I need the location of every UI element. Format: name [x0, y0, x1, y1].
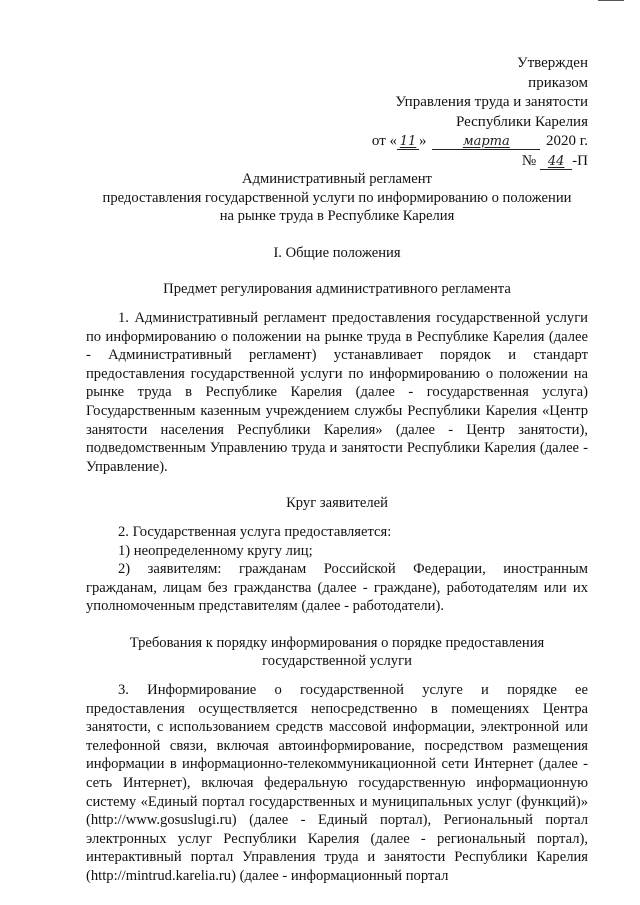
date-mid: »: [419, 133, 427, 149]
approval-line-approved: Утвержден: [516, 55, 588, 71]
approval-stamp-block: [288, 54, 588, 171]
number-blank: [540, 154, 572, 170]
scan-corner-mark: [598, 0, 624, 1]
number-prefix: №: [521, 152, 537, 169]
paragraph-2-item-1: 1) неопределенному кругу лиц;: [118, 542, 313, 559]
date-month-handwritten: марта: [462, 134, 510, 149]
subheading-information-requirements: Требования к порядку информирования о порядке предоставления государственной услуги: [129, 634, 545, 670]
approval-date-line: [288, 132, 588, 152]
date-prefix: от «: [371, 133, 398, 149]
subheading-subject: Предмет регулирования административного регламента: [163, 281, 511, 298]
number-handwritten: 44: [547, 153, 565, 169]
date-day-handwritten: 11: [399, 134, 417, 149]
document-body: [86, 170, 588, 886]
date-month-blank: [432, 134, 540, 150]
paragraph-2: 2. Государственная услуга предоставляется:: [118, 523, 392, 540]
subheading-applicants: Круг заявителей: [286, 495, 388, 512]
approval-line-order: приказом: [528, 74, 588, 91]
date-day-blank: [397, 134, 419, 150]
paragraph-1: 1. Административный регламент предоставления государственной услуги по информированию о положении на рынке труда в Республике Карелия (далее - Административный регламент) устанавливает порядок и стандарт предоставления государственной услуги по информированию о положении на рынке труда в Республике Карелия (далее - государственная услуга) Государственным казенным учреждением службы Республики Карелия «Центр занятости населения Республики Карелия» (далее - Центр занятости), подведомственным Управлению труда и занятости Республики Карелия (далее - Управление).: [86, 309, 588, 475]
document-title: Административный регламент предоставления государственной услуги по информированию о положении на рынке труда в Республике Карелия: [102, 171, 572, 225]
number-suffix: -П: [572, 152, 588, 169]
date-year: 2020 г.: [546, 133, 588, 149]
section-heading-general: I. Общие положения: [273, 244, 401, 261]
approval-line-department: Управления труда и занятости: [395, 94, 588, 110]
paragraph-3: 3. Информирование о государственной услуге и порядке ее предоставления осуществляется непосредственно в помещениях Центра занятости, с использованием средств массовой информации, электронной или телефонной связи, включая автоинформирование, посредством размещения информации в информационно-телекоммуникационной сети Интернет (далее - сеть Интернет), включая федеральную государственную информационную систему «Единый портал государственных и муниципальных услуг (функций)» (http://www.gosuslugi.ru) (далее - Единый портал), Региональный портал электронных услуг Республики Карелия (далее - региональный портал), интерактивный портал Управления труда и занятости Республики Карелия (http://mintrud.karelia.ru) (далее - информационный портал: [86, 682, 588, 884]
approval-line-republic: Республики Карелия: [455, 113, 588, 130]
paragraph-2-item-2: 2) заявителям: гражданам Российской Федерации, иностранным гражданам, лицам без гражданства (далее - граждане), работодателям или их уполномоченным представителям (далее - работодатели).: [86, 561, 588, 615]
approval-number-line: [288, 152, 588, 172]
